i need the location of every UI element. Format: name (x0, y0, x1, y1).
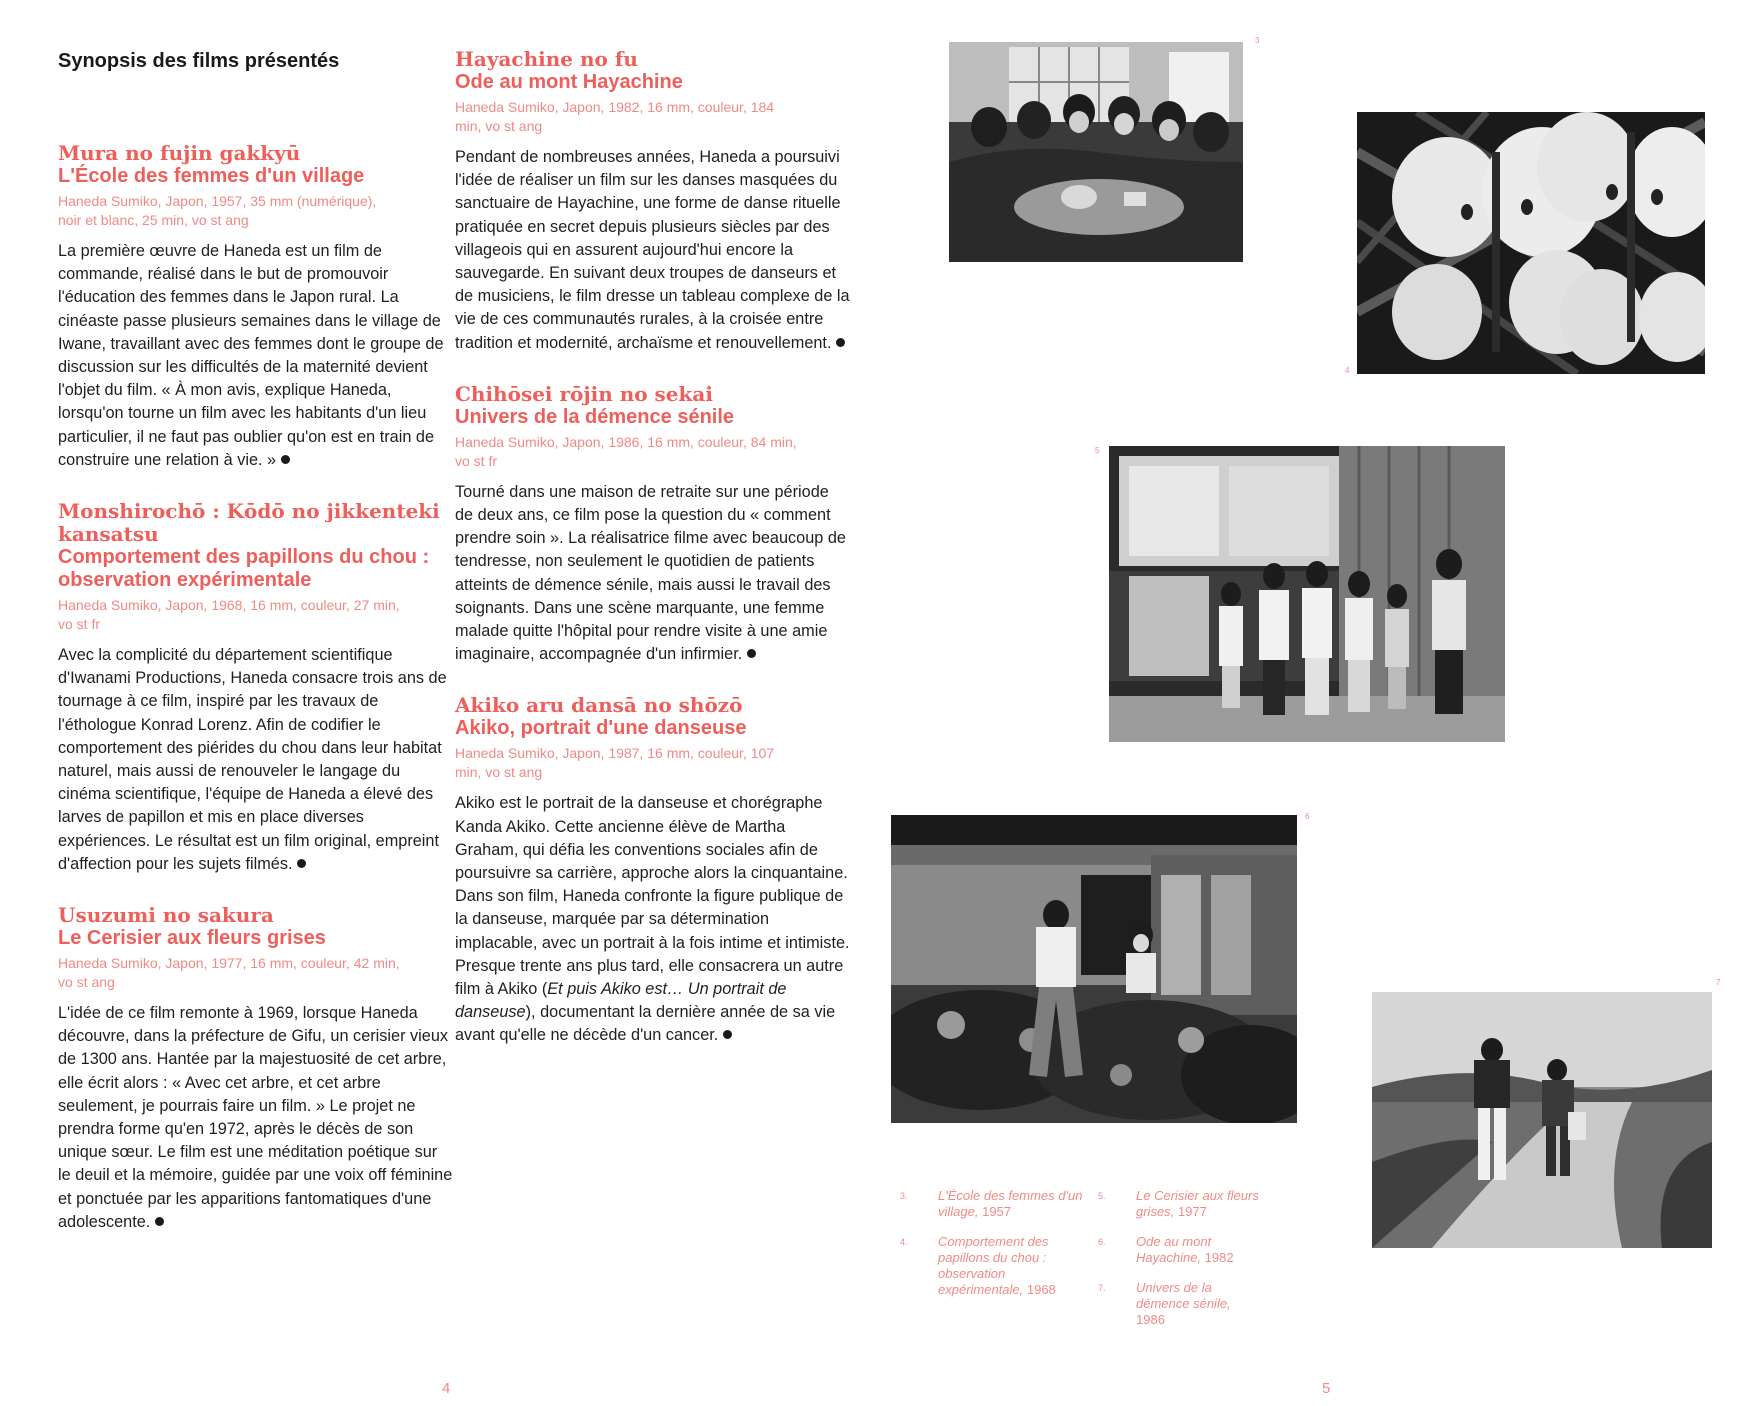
film-french-title: Univers de la démence sénile (455, 405, 735, 428)
caption-number: 7. (1098, 1283, 1106, 1293)
caption-year: 1977 (1177, 1204, 1207, 1219)
caption-year: 1986 (1136, 1312, 1165, 1327)
end-dot-icon (836, 338, 845, 347)
film-credits: Haneda Sumiko, Japon, 1977, 16 mm, couleur, 42 min, vo st ang (58, 955, 400, 991)
end-dot-icon (747, 649, 756, 658)
photo-number: 6 (1305, 812, 1310, 821)
film-credits: Haneda Sumiko, Japon, 1987, 16 mm, couleur, 107 min, vo st ang (455, 745, 775, 781)
film-reference-title: Et puis Akiko est… Un portrait de danseuse (455, 980, 787, 1022)
film-entry (58, 904, 453, 1234)
film-synopsis: Tourné dans une maison de retraite sur une période de deux ans, ce film pose la question du « comment prendre soin ». La réalisatrice filme avec beaucoup de tendresse, non seulement le quotidien de patients atteints de démence sénile, mais aussi le travail des soignants. Dans une scène marquante, une femme malade quitte l'hôpital pour rendre visite à une amie imaginaire, accompagnée d'un infirmier. (455, 482, 846, 664)
film-french-title: L'École des femmes d'un village (58, 165, 365, 187)
film-entry (455, 48, 850, 355)
photo-number: 5 (1095, 446, 1100, 455)
caption-title: Univers de la démence sénile, (1136, 1280, 1231, 1311)
film-synopsis: Avec la complicité du département scientifique d'Iwanami Productions, Haneda consacre trois ans de tournage à ce film, inspiré par les travaux de l'éthologue Konrad Lorenz. Afin de codifier le comportement des piérides du chou dans leur habitat naturel, mais aussi de renouveler le langage du cinéma scientifique, l'équipe de Haneda a élevé des larves de papillon et mis en place diverses expériences. Le résultat est un film original, empreint d'affection pour les sujets filmés. (58, 646, 447, 873)
film-japanese-title: Chihōsei rōjin no sekai (455, 381, 713, 406)
photo-number: 4 (1345, 366, 1350, 375)
caption-item (1098, 1280, 1256, 1328)
film-entry (58, 500, 453, 876)
caption-title: Comportement des papillons du chou : observation expérimentale, (938, 1234, 1049, 1297)
caption-item (900, 1188, 1108, 1220)
film-japanese-title: Usuzumi no sakura (58, 903, 274, 928)
caption-item (1098, 1188, 1266, 1220)
page-number-left: 4 (442, 1380, 451, 1397)
caption-year: 1968 (1026, 1282, 1056, 1297)
caption-year: 1982 (1204, 1250, 1234, 1265)
photo-village-women (949, 42, 1243, 262)
film-french-title: Ode au mont Hayachine (455, 71, 683, 93)
column-1 (58, 142, 453, 1262)
film-french-title: Le Cerisier aux fleurs grises (58, 927, 326, 950)
caption-title: Le Cerisier aux fleurs grises, (1136, 1188, 1259, 1219)
page-number-right: 5 (1322, 1380, 1331, 1397)
caption-number: 5. (1098, 1191, 1106, 1201)
caption-title: Ode au mont Hayachine, (1136, 1234, 1212, 1265)
film-japanese-title: Akiko aru dansā no shōzō (455, 693, 743, 718)
caption-number: 6. (1098, 1237, 1106, 1247)
film-french-title: Comportement des papillons du chou : observation expérimentale (58, 546, 430, 592)
photo-garden (891, 815, 1297, 1123)
film-credits: Haneda Sumiko, Japon, 1982, 16 mm, couleur, 184 min, vo st ang (455, 99, 775, 134)
caption-number: 3. (900, 1191, 908, 1201)
column-2 (455, 48, 850, 1076)
right-page (875, 0, 1750, 1406)
caption-title: L'École des femmes d'un village, (938, 1188, 1083, 1219)
film-credits: Haneda Sumiko, Japon, 1957, 35 mm (numérique), noir et blanc, 25 min, vo st ang (58, 193, 377, 228)
film-entry (58, 142, 453, 472)
caption-item (1098, 1234, 1266, 1266)
photo-walking-road (1372, 992, 1712, 1248)
film-japanese-title: Mura no fujin gakkyū (58, 141, 301, 165)
caption-year: 1957 (982, 1204, 1012, 1219)
film-entry (455, 694, 850, 1047)
film-credits: Haneda Sumiko, Japon, 1968, 16 mm, couleur, 27 min, vo st fr (58, 597, 400, 633)
end-dot-icon (155, 1217, 164, 1226)
photo-butterflies (1357, 112, 1705, 374)
film-japanese-title: Monshirochō : Kōdō no jikkenteki kansatsu (58, 499, 440, 547)
film-synopsis: Akiko est le portrait de la danseuse et chorégraphe Kanda Akiko. Cette ancienne élève de Martha Graham, qui défia les conventions sociales afin de poursuivre sa carrière, approche alors la cinquantaine. Dans son film, Haneda confronte la figure publique de la danseuse, marquée par sa détermination implacable, avec un portrait à la fois intime et intimiste. Presque trente ans plus tard, elle consacrera un autre film à Akiko (Et puis Akiko est… Un portrait de danseuse), documentant la dernière année de sa vie avant qu'elle ne décède d'un cancer. (455, 794, 850, 1045)
section-title: Synopsis des films présentés (58, 50, 340, 72)
film-synopsis: Pendant de nombreuses années, Haneda a poursuivi l'idée de réaliser un film sur les danses masquées du sanctuaire de Hayachine, une forme de danse rituelle pratiquée en secret depuis plusieurs siècles par des villageois qui en assurent aujourd'hui encore la sauvegarde. En suivant deux troupes de danseurs et de musiciens, le film dresse un tableau complexe de la vie de ces communautés rurales, à la croisée entre tradition et modernité, archaïsme et renouvellement. (455, 148, 850, 352)
film-credits: Haneda Sumiko, Japon, 1986, 16 mm, couleur, 84 min, vo st fr (455, 433, 797, 469)
film-french-title: Akiko, portrait d'une danseuse (455, 717, 747, 740)
end-dot-icon (723, 1030, 732, 1039)
film-entry (455, 383, 850, 667)
film-synopsis: La première œuvre de Haneda est un film de commande, réalisé dans le but de promouvoir l'éducation des femmes dans le Japon rural. La cinéaste passe plusieurs semaines dans le village de Iwane, travaillant avec des femmes dont le groupe de discussion sur les difficultés de la maternité devient l'objet du film. « À mon avis, explique Haneda, lorsqu'on tourne un film avec les habitants d'un lieu particulier, il ne faut pas oublier qu'on est en train de construire une relation à vie. » (58, 242, 444, 469)
caption-item (900, 1234, 1078, 1298)
end-dot-icon (281, 455, 290, 464)
photo-number: 7 (1716, 978, 1721, 987)
photo-number: 3 (1255, 36, 1260, 45)
film-japanese-title: Hayachine no fu (455, 47, 638, 71)
end-dot-icon (297, 859, 306, 868)
caption-number: 4. (900, 1237, 908, 1247)
film-synopsis: L'idée de ce film remonte à 1969, lorsque Haneda découvre, dans la préfecture de Gifu, un cerisier vieux de 1300 ans. Hantée par la majestuosité de cet arbre, elle écrit alors : « Avec cet arbre, et cet arbre seulement, je pourrais faire un film. » Le projet ne prendra forme qu'en 1972, après le décès de son unique sœur. Le film est une méditation poétique sur le deuil et la mémoire, guidée par une voix off féminine et ponctuée par les apparitions fantomatiques d'une adolescente. (58, 1004, 453, 1231)
photo-children-house (1109, 446, 1505, 742)
